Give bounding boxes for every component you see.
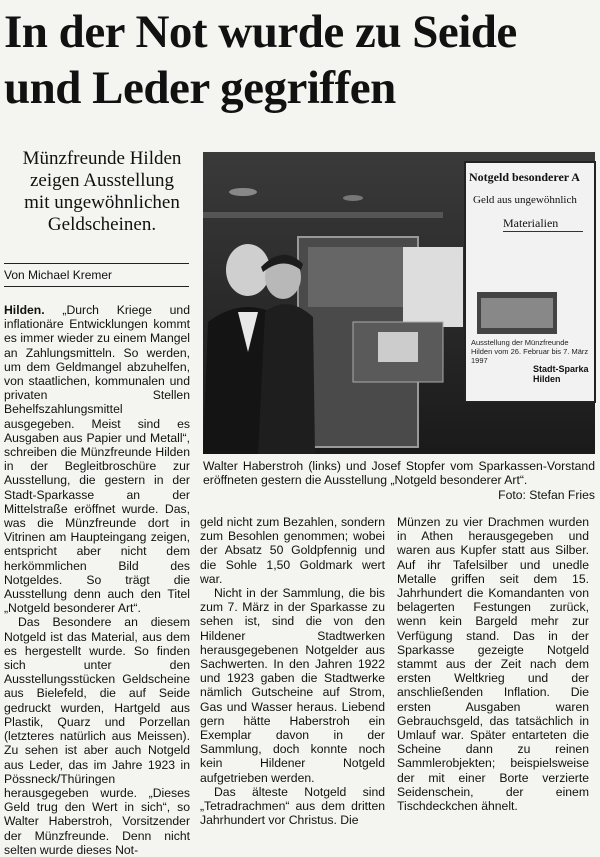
- byline-rule-bottom: [4, 286, 189, 287]
- paragraph: Das älteste Notgeld sind „Tetradrachmen“ aus dem dritten Jahrhundert vor Christus. Die: [200, 784, 385, 828]
- headline: [4, 4, 596, 116]
- paragraph: [4, 303, 190, 615]
- poster-materials: Materialien: [503, 216, 583, 232]
- paragraph: Münzen zu vier Drachmen wurden in Athen herausgegeben und waren aus Kupfer statt aus Silber. Auf ihr Tafelsilber und unedle Metalle griffen seit dem 15. Jahrhundert die Komandanten von belagerten Festungen zurück, wenn kein Bargeld mehr zur Verfügung stand. Das in der Sparkasse gezeigte Notgeld stammt aus der Zeit nach dem ersten Weltkrieg und der anschließenden Inflation. Die ersten Ausgaben waren Gebrauchsgeld, das tatsächlich in Umlauf war. Später entarteten die Scheine dann zu reinen Sammlerobjekten; beispielsweise der mit einer Borte verzierte Seidenschein, der einem Tischdeckchen ähnelt.: [397, 515, 589, 814]
- poster-title: Notgeld besonderer A: [469, 170, 580, 184]
- headline-line-2: und Leder gegriffen: [4, 62, 396, 114]
- poster-subtitle: Geld aus ungewöhnlich: [473, 194, 577, 206]
- caption-text: Walter Haberstroh (links) und Josef Stopfer vom Sparkassen-Vorstand eröffneten gestern die Ausstellung „Notgeld besonderer Art“.: [203, 459, 595, 488]
- exhibition-photo: [203, 152, 595, 454]
- byline: Von Michael Kremer: [4, 268, 113, 282]
- article-column-3: [397, 515, 589, 819]
- photo-caption: [203, 459, 595, 502]
- poster-dates: Ausstellung der Münzfreunde Hilden vom 26. Februar bis 7. März 1997: [471, 338, 589, 365]
- poster-bank: Stadt-Sparka Hilden: [533, 364, 589, 384]
- paragraph: Nicht in der Sammlung, die bis zum 7. März in der Sparkasse zu sehen ist, sind die von den Hildener Stadtwerken herausgegebenen Notgelder aus Sachwerten. In den Jahren 1922 und 1923 gaben die Stadtwerke nämlich Gutscheine auf Strom, Gas und Wasser heraus. Liebend gern hätte Haberstroh ein Exemplar davon in der Sammlung, doch konnte noch kein Hildener Notgeld aufgetrieben werden.: [200, 586, 385, 785]
- dateline: Hilden.: [4, 303, 45, 317]
- byline-rule-top: [4, 263, 189, 264]
- paragraph-text: „Durch Kriege und inflationäre Entwicklungen kommt es immer wieder zu einem Mangel an Zahlungsmitteln. So werden, um dem Geldmangel abzuhelfen, von staatlichen, kommunalen und privaten Stellen Behelfszahlungsmittel ausgegeben. Meist sind es Ausgaben aus Papier und Metall“, schreiben die Münzfreunde Hilden in der Begleitbroschüre zur Ausstellung, die gestern in der Stadt-Sparkasse an der Mittelstraße eröffnet wurde. Das, was die Münzfreunde dort in Vitrinen am Haupteingang zeigen, entspricht aber nicht dem herkömmlichen Bild des Notgeldes. So trägt die Ausstellung denn auch den Titel „Notgeld besonderer Art“.: [4, 303, 190, 616]
- paragraph: Das Besondere an diesem Notgeld ist das Material, aus dem es hergestellt wurde. So finden sich unter den Ausstellungsstücken Geldscheine aus Bielefeld, die auf Seide gedruckt wurden, Hartgeld aus Plastik, Quarz und Porzellan (letzteres natürlich aus Meissen). Zu sehen ist aber auch Notgeld aus Leder, das im Jahre 1923 in Pössneck/Thüringen herausgegeben wurde. „Dieses Geld trug den Wert in sich“, so Walter Haberstroh, Vorsitzender der Münzfreunde. Denn nicht selten wurde dieses Not-: [4, 615, 190, 857]
- article-column-1: [4, 303, 190, 857]
- photo-credit: Foto: Stefan Fries: [498, 487, 595, 502]
- headline-line-1: In der Not wurde zu Seide: [4, 6, 517, 58]
- article-column-2: [200, 515, 385, 828]
- subheadline: Münzfreunde Hilden zeigen Ausstellung mit ungewöhnlichen Geldscheinen.: [22, 148, 182, 235]
- paragraph: geld nicht zum Bezahlen, sondern zum Besohlen genommen; wobei der Absatz 50 Goldpfennig und die Sohle 1,50 Goldmark wert war.: [200, 515, 385, 586]
